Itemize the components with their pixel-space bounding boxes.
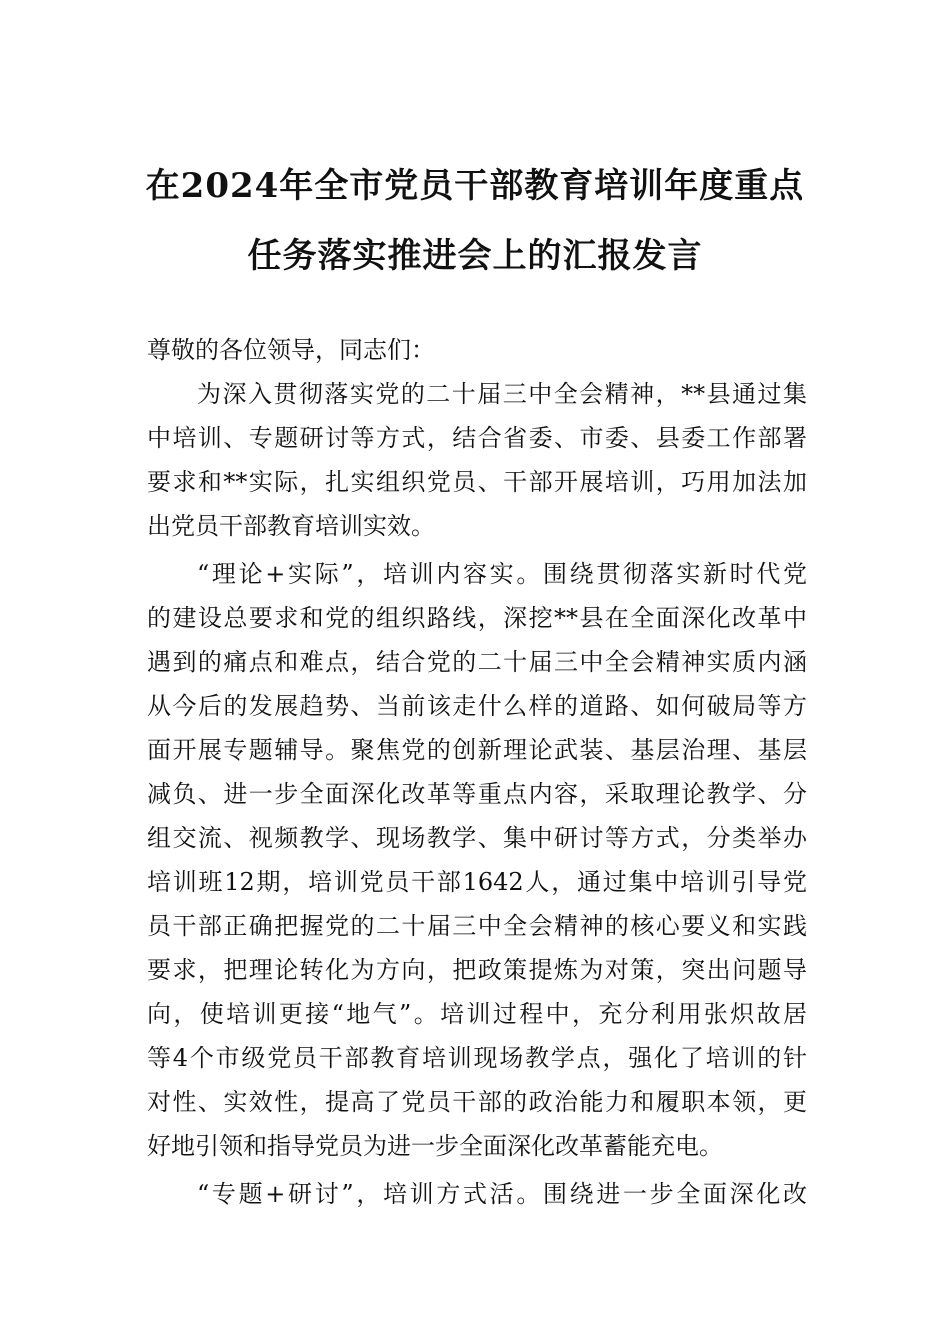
- paragraph-2-line: 减负、进一步全面深化改革等重点内容，采取理论教学、分: [147, 780, 807, 808]
- paragraph-2-line: 要求，把理论转化为方向，把政策提炼为对策，突出问题导: [147, 956, 807, 984]
- paragraph-2-line: 遇到的痛点和难点，结合党的二十届三中全会精神实质内涵: [147, 648, 807, 676]
- paragraph-2-line: 对性、实效性，提高了党员干部的政治能力和履职本领，更: [147, 1088, 807, 1116]
- paragraph-1-line: 出党员干部教育培训实效。: [147, 512, 435, 540]
- paragraph-2-line: 向，使培训更接“地气”。培训过程中，充分利用张炽故居: [147, 1000, 807, 1028]
- paragraph-2-line: 培训班12期，培训党员干部1642人，通过集中培训引导党: [147, 868, 807, 896]
- paragraph-3-line: “专题+研讨”，培训方式活。围绕进一步全面深化改: [197, 1180, 807, 1208]
- document-title-line-1: 在2024年全市党员干部教育培训年度重点: [145, 166, 805, 206]
- paragraph-2-line: 从今后的发展趋势、当前该走什么样的道路、如何破局等方: [147, 692, 807, 720]
- paragraph-1-line: 中培训、专题研讨等方式，结合省委、市委、县委工作部署: [147, 424, 807, 452]
- paragraph-2-line: “理论+实际”，培训内容实。围绕贯彻落实新时代党: [197, 560, 807, 588]
- salutation: 尊敬的各位领导，同志们：: [147, 336, 435, 364]
- paragraph-2-line: 的建设总要求和党的组织路线，深挖**县在全面深化改革中: [147, 604, 807, 632]
- paragraph-1-line: 为深入贯彻落实党的二十届三中全会精神，**县通过集: [197, 380, 807, 408]
- paragraph-1-line: 要求和**实际，扎实组织党员、干部开展培训，巧用加法加: [147, 468, 807, 496]
- paragraph-2-line: 等4个市级党员干部教育培训现场教学点，强化了培训的针: [147, 1044, 807, 1072]
- paragraph-2-line: 面开展专题辅导。聚焦党的创新理论武装、基层治理、基层: [147, 736, 807, 764]
- document-title-line-2: 任务落实推进会上的汇报发言: [247, 236, 703, 276]
- paragraph-2-line: 员干部正确把握党的二十届三中全会精神的核心要义和实践: [147, 912, 807, 940]
- paragraph-2-line: 组交流、视频教学、现场教学、集中研讨等方式，分类举办: [147, 824, 807, 852]
- paragraph-2-line: 好地引领和指导党员为进一步全面深化改革蓄能充电。: [147, 1132, 723, 1160]
